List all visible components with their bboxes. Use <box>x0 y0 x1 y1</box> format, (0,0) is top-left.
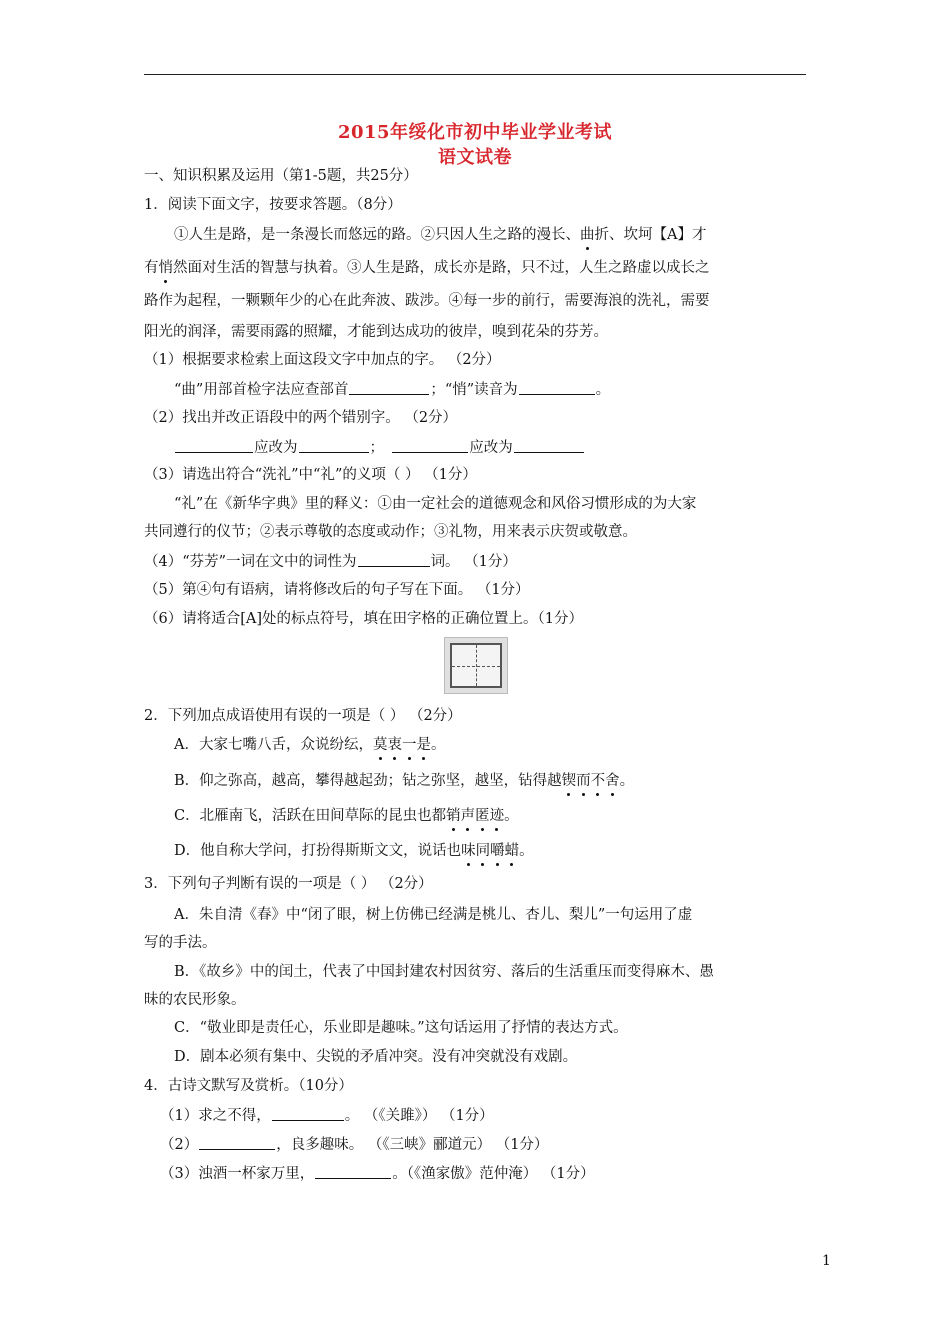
q3-option-a-line-2: 写的手法。 <box>144 935 217 951</box>
q2-option-a: A．大家七嘴八舌，众说纷纭，莫衷一是。 <box>174 737 446 753</box>
q1-part3-definition-1: “礼”在《新华字典》里的释义：①由一定社会的道德观念和风俗习惯形成的为大家 <box>174 496 697 512</box>
answer-blank[interactable] <box>175 437 253 453</box>
exam-title: 2015年绥化市初中毕业学业考试 <box>337 122 613 143</box>
answer-blank[interactable] <box>358 551 430 567</box>
q3-option-b-line-2: 昧的农民形象。 <box>144 992 246 1008</box>
header-rule <box>144 74 806 75</box>
answer-blank[interactable] <box>519 379 595 395</box>
q3-stem: 3．下列句子判断有误的一项是（ ） （2分） <box>144 876 433 892</box>
passage-line-3: 路作为起程，一颗颗年少的心在此奔波、跋涉。④每一步的前行，需要海浪的洗礼，需要 <box>144 293 710 309</box>
passage-line-1: ①人生是路，是一条漫长而悠远的路。②只因人生之路的漫长、曲折、坎坷【A】才 <box>174 227 707 243</box>
exam-subtitle: 语文试卷 <box>438 147 512 168</box>
answer-blank[interactable] <box>272 1105 344 1121</box>
q3-option-d: D．剧本必须有集中、尖锐的矛盾冲突。没有冲突就没有戏剧。 <box>174 1049 578 1065</box>
answer-blank[interactable] <box>299 437 369 453</box>
q1-stem: 1．阅读下面文字，按要求答题。（8分） <box>144 197 402 213</box>
q4-item-1: （1）求之不得， 。 （《关雎》） （1分） <box>160 1105 494 1126</box>
q4-item-3: （3）浊酒一杯家万里， 。（《渔家傲》范仲淹） （1分） <box>160 1163 595 1184</box>
grid-horizontal-guide <box>452 666 500 667</box>
q3-option-c: C．“敬业即是责任心，乐业即是趣味。”这句话运用了抒情的表达方式。 <box>174 1020 628 1036</box>
dotted-char-qu: 曲 <box>580 227 595 243</box>
q1-part1-answer: “曲”用部首检字法应查部首 ；“悄”读音为 。 <box>174 379 610 400</box>
q1-part5-question: （5）第④句有语病，请将修改后的句子写在下面。 （1分） <box>144 582 530 598</box>
q4-stem: 4．古诗文默写及赏析。（10分） <box>144 1078 353 1094</box>
section-heading: 一、知识积累及运用（第1-5题，共25分） <box>144 168 418 184</box>
answer-blank[interactable] <box>392 437 468 453</box>
q3-option-b-line-1: B．《故乡》中的闰土，代表了中国封建农村因贫穷、落后的生活重压而变得麻木、愚 <box>174 964 714 980</box>
answer-blank[interactable] <box>315 1163 391 1179</box>
q2-option-d: D．他自称大学问，打扮得斯斯文文，说话也味同嚼蜡。 <box>174 843 534 859</box>
answer-blank[interactable] <box>349 379 429 395</box>
q2-option-c: C．北雁南飞，活跃在田间草际的昆虫也都销声匿迹。 <box>174 808 519 824</box>
passage-line-2: 有悄然面对生活的智慧与执着。③人生是路，成长亦是路，只不过，人生之路虚以成长之 <box>144 260 710 276</box>
q3-option-a-line-1: A．朱自清《春》中“闭了眼，树上仿佛已经满是桃儿、杏儿、梨儿”一句运用了虚 <box>174 907 693 923</box>
grid-frame <box>450 643 502 688</box>
q1-part6-question: （6）请将适合[A]处的标点符号，填在田字格的正确位置上。（1分） <box>144 611 583 627</box>
q1-part3-question: （3）请选出符合“洗礼”中“礼”的义项（ ） （1分） <box>144 467 477 483</box>
q1-part2-answer: 应改为 ； 应改为 <box>174 437 585 458</box>
q1-part1-question: （1）根据要求检索上面这段文字中加点的字。 （2分） <box>144 352 501 368</box>
q1-part4-question: （4）“芬芳”一词在文中的词性为 词。 （1分） <box>144 551 517 572</box>
q1-part3-definition-2: 共同遵行的仪节；②表示尊敬的态度或动作；③礼物，用来表示庆贺或敬意。 <box>144 524 637 540</box>
answer-blank[interactable] <box>514 437 584 453</box>
q1-part2-question: （2）找出并改正语段中的两个错别字。 （2分） <box>144 410 458 426</box>
passage-line-4: 阳光的润泽，需要雨露的照耀，才能到达成功的彼岸，嗅到花朵的芬芳。 <box>144 324 608 340</box>
q2-stem: 2．下列加点成语使用有误的一项是（ ） （2分） <box>144 708 462 724</box>
q2-option-b: B．仰之弥高，越高，攀得越起劲；钻之弥坚，越坚，钻得越锲而不舍。 <box>174 773 635 789</box>
answer-blank[interactable] <box>199 1134 275 1150</box>
q4-item-2: （2） ，良多趣味。 （《三峡》郦道元） （1分） <box>160 1134 548 1155</box>
tianzige-grid[interactable] <box>444 637 508 694</box>
page-number: 1 <box>822 1253 831 1269</box>
dotted-char-qiao: 悄 <box>158 260 173 276</box>
